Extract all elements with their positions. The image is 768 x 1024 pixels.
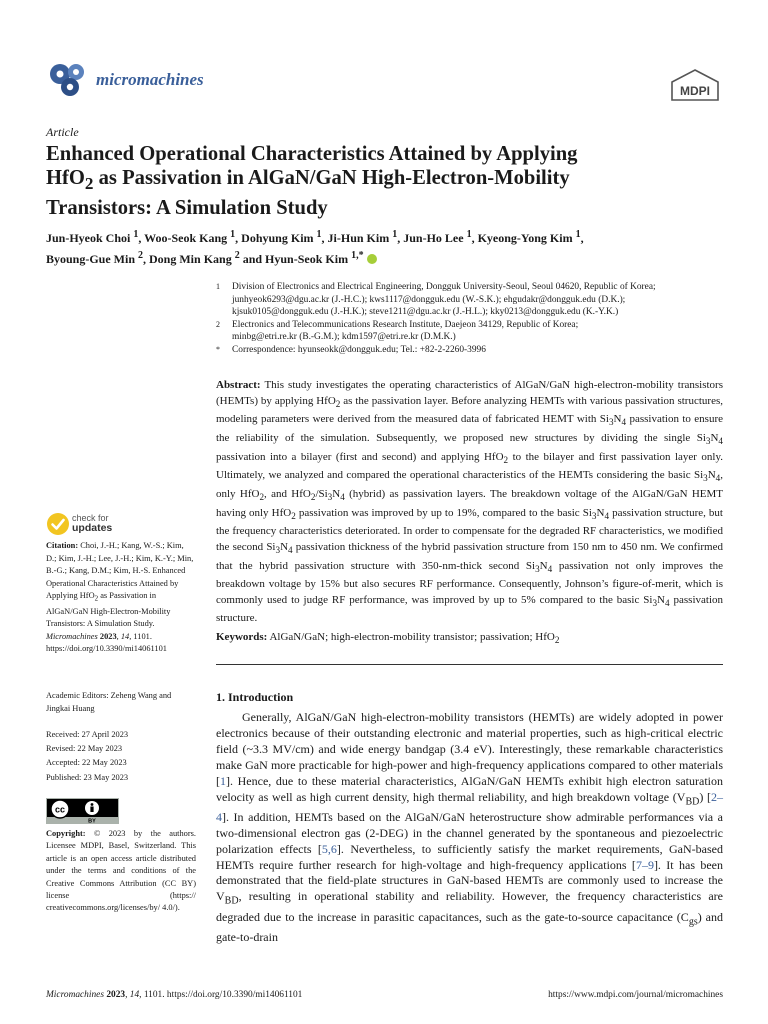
author-name[interactable]: , Jun-Ho Lee xyxy=(397,231,467,245)
orcid-icon[interactable] xyxy=(367,254,377,264)
author-name[interactable]: , Ji-Hun Kim xyxy=(321,231,393,245)
journal-name[interactable]: micromachines xyxy=(96,70,204,89)
check-for-updates-icon xyxy=(46,512,70,536)
reference-link[interactable]: 2–4 xyxy=(216,789,723,824)
article-type: Article xyxy=(46,125,79,139)
correspondence: * Correspondence: hyunseokk@dongguk.edu; Tel.: +82-2-2260-3996 xyxy=(216,344,486,355)
svg-text:cc: cc xyxy=(54,804,66,815)
affiliations xyxy=(216,281,726,356)
affiliation-2: 2 Electronics and Telecommunications Research Institute, Daejeon 34129, Republic of Korea; minbg@etri.re.kr (B.-G.M.); kdm1597@etri.re.kr (D.M.K.) xyxy=(216,319,579,342)
copyright-notice: Copyright: © 2023 by the authors. Licensee MDPI, Basel, Switzerland. This article is an open access article distributed under the terms and conditions of the Creative Commons Attribution (CC BY) license (https:// creativecommons.org/licenses/by/ 4.0/). xyxy=(46,829,196,913)
affiliation-1: 1 Division of Electronics and Electrical Engineering, Dongguk University-Seoul, Seoul 04620, Republic of Korea; junhyeok6293@dgu.ac.kr (J.-H.C.); kws1117@dongguk.edu (W.-S.K.); ehgudakr@dongguk.edu (D.K.); kjsuk0105@dongguk.edu (J.-H.K.); steve1211@dgu.ac.kr (J.-H.L.); kky0213@dongguk.edu (K.-Y.K.) xyxy=(216,282,656,317)
reference-link[interactable]: 1 xyxy=(220,773,226,788)
date-revised: Revised: 22 May 2023 xyxy=(46,744,123,754)
introduction-paragraph: Generally, AlGaN/GaN high-electron-mobility transistors (HEMTs) are widely adopted in power electronics because of their outstanding electronic and material properties, such as high-critical electric field (~3.3 MV/cm) and wide energy bandgap (3.4 eV). Interestingly, these remarkable characteristics make GaN more practicable for high-power and high-frequency applications compared to other materials [1]. Hence, due to these material characteristics, AlGaN/GaN HEMTs exhibit high electron saturation velocity as well as high current density, high thermal reliability, and high breakdown voltage $(V_{BD})$ [2–4]. In addition, HEMTs based on the AlGaN/GaN heterostructure show admirable performances via a two-dimensional electron gas (2-DEG) in the channel generated by the spontaneous and piezoelectric polarization effects [5,6]. Nevertheless, to sufficiently satisfy the market requirements, GaN-based HEMTs require further research for high-voltage and high-frequency applications [7–9]. It has been demonstrated that the field-plate structures in GaN-based HEMTs are commonly used to increase the $V_{BD}$, resulting in operational stability and reliability. However, the frequency characteristics are degraded due to the increase in parasitic capacitances, such as the gate-to-source capacitance $(C_{gs})$ and gate-to-drain xyxy=(216,710,723,944)
mdpi-logo-text: MDPI xyxy=(680,84,710,98)
footer-citation: Micromachines 2023, 14, 1101. https://doi.org/10.3390/mi14061101 xyxy=(46,990,303,1000)
date-published: Published: 23 May 2023 xyxy=(46,772,129,782)
author-list: Jun-Hyeok Choi $^1$, Woo-Seok Kang $^1$, Dohyung Kim $^1$, Ji-Hun Kim $^1$, Jun-Ho Lee $^1$, Kyeong-Yong Kim $^1$, Byoung-Gue Min $^2$, Dong Min Kang $^2$ and Hyun-Seok Kim $^{1,*}$ xyxy=(46,229,584,266)
author-name[interactable]: Byoung-Gue Min xyxy=(46,252,139,266)
section-heading-introduction: 1. Introduction xyxy=(216,690,294,704)
author-name[interactable]: , Dohyung Kim xyxy=(235,231,317,245)
article-title: Enhanced Operational Characteristics Attained by Applying HfO$_2$ as Passivation in AlGaN/GaN High-Electron-Mobility Transistors: A Simulation Study xyxy=(46,143,578,220)
author-name[interactable]: Jun-Hyeok Choi xyxy=(46,231,134,245)
check-for-updates-button[interactable]: check for updates xyxy=(46,512,166,538)
academic-editors: Academic Editors: Zeheng Wang and Jingkai Huang xyxy=(46,691,172,713)
publication-dates xyxy=(46,728,194,785)
author-name[interactable]: and Hyun-Seok Kim xyxy=(239,252,352,266)
reference-link[interactable]: 7–9 xyxy=(635,857,654,872)
author-name[interactable]: , Dong Min Kang xyxy=(143,252,235,266)
abstract: Abstract: This study investigates the operating characteristics of AlGaN/GaN high-electron-mobility transistors (HEMTs) by applying HfO$_2$ as the passivation layer. Before analyzing HEMTs with various passivation structures, modeling parameters were derived from the measured data of fabricated HEMT with $Si_3N_4$ passivation to ensure the reliability of the simulation. Subsequently, we proposed new structures by dividing the single $Si_3N_4$ passivation into a bilayer (first and second) and applying HfO$_2$ to the bilayer and first passivation layer only. Ultimately, we analyzed and compared the operational characteristics of the HEMTs considering the basic $Si_3N_4$, only HfO$_2$, and $HfO_2/Si_3N_4$ (hybrid) as passivation layers. The breakdown voltage of the AlGaN/GaN HEMT having only HfO$_2$ passivation was improved by up to 19%, compared to the basic $Si_3N_4$ passivation structure, but the frequency characteristics deteriorated. In order to compensate for the degraded RF characteristics, we modified the second $Si_3N_4$ passivation thickness of the hybrid passivation structure from 150 nm to 450 nm. We confirmed that the hybrid passivation structure with 350-nm-thick second $Si_3N_4$ passivation not only improves the breakdown voltage by 15% but also secures RF performance. Consequently, Johnson’s figure-of-merit, which is commonly used to judge RF performance, was improved by up to 5% compared to the basic $Si_3N_4$ passivation structure. xyxy=(216,379,724,625)
mdpi-logo-icon[interactable] xyxy=(668,68,722,104)
reference-link[interactable]: 5,6 xyxy=(321,841,337,856)
keywords: Keywords: AlGaN/GaN; high-electron-mobility transistor; passivation; HfO$_2$ xyxy=(216,631,560,646)
journal-logo-icon xyxy=(46,60,90,98)
date-received: Received: 27 April 2023 xyxy=(46,730,129,739)
date-accepted: Accepted: 22 May 2023 xyxy=(46,758,127,768)
cc-by-license-icon[interactable] xyxy=(46,798,119,824)
footer-journal-url[interactable]: https://www.mdpi.com/journal/micromachines xyxy=(548,990,723,1000)
author-name[interactable]: , Kyeong-Yong Kim xyxy=(471,231,576,245)
citation-block: Citation: Choi, J.-H.; Kang, W.-S.; Kim, D.; Kim, J.-H.; Lee, J.-H.; Kim, K.-Y.; Min, B.-G.; Kang, D.M.; Kim, H.-S. Enhanced Operational Characteristics Attained by Applying HfO$_2$ as Passivation in AlGaN/GaN High-Electron-Mobility Transistors: A Simulation Study. Micromachines 2023, 14, 1101. https://doi.org/10.3390/mi14061101 xyxy=(46,541,194,654)
author-name[interactable]: , Woo-Seok Kang xyxy=(138,231,231,245)
section-divider xyxy=(216,664,723,665)
svg-text:BY: BY xyxy=(88,818,96,824)
